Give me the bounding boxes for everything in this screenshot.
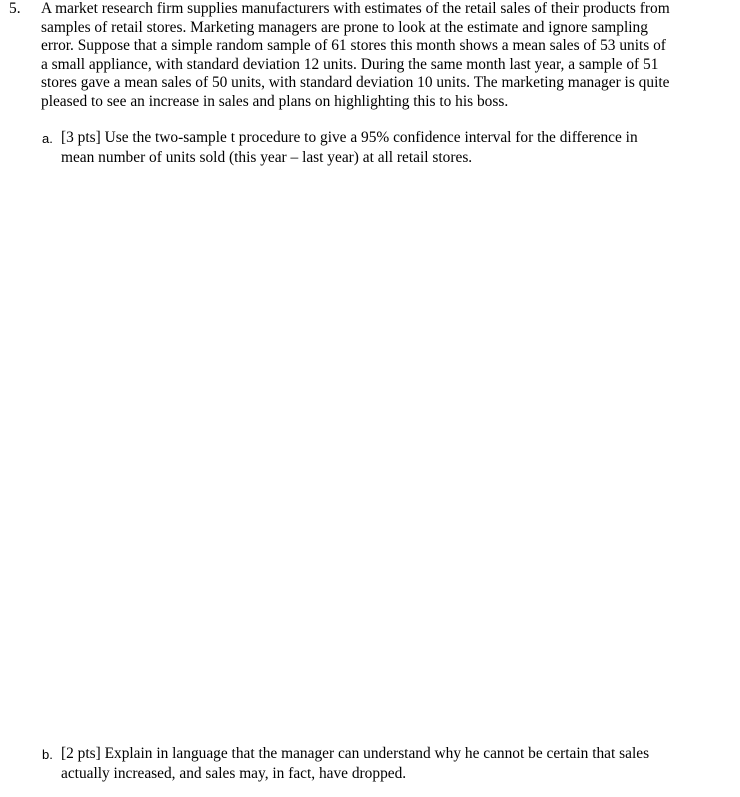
question-line: stores gave a mean sales of 50 units, with standard deviation 10 units. The marketing manager is quite	[41, 74, 670, 92]
part-a-line: mean number of units sold (this year – last year) at all retail stores.	[61, 148, 473, 166]
question-line: A market research firm supplies manufacturers with estimates of the retail sales of their products from	[41, 0, 670, 17]
part-b-line: [2 pts] Explain in language that the manager can understand why he cannot be certain that sales	[61, 745, 650, 762]
part-b-text	[61, 744, 721, 783]
question-line: pleased to see an increase in sales and plans on highlighting this to his boss.	[41, 92, 509, 110]
part-b-label: b.	[42, 747, 53, 762]
part-a-text	[61, 128, 721, 167]
question-line: samples of retail stores. Marketing managers are prone to look at the estimate and ignore sampling	[41, 18, 648, 36]
question-number: 5.	[9, 0, 21, 17]
question-line: a small appliance, with standard deviation 12 units. During the same month last year, a sample of 51	[41, 55, 659, 73]
question-text	[41, 0, 709, 112]
part-b-line: actually increased, and sales may, in fact, have dropped.	[61, 764, 407, 782]
part-a-label: a.	[42, 131, 53, 146]
question-line: error. Suppose that a simple random sample of 61 stores this month shows a mean sales of 53 units of	[41, 37, 666, 55]
part-a-line: [3 pts] Use the two-sample t procedure to give a 95% confidence interval for the difference in	[61, 129, 638, 146]
